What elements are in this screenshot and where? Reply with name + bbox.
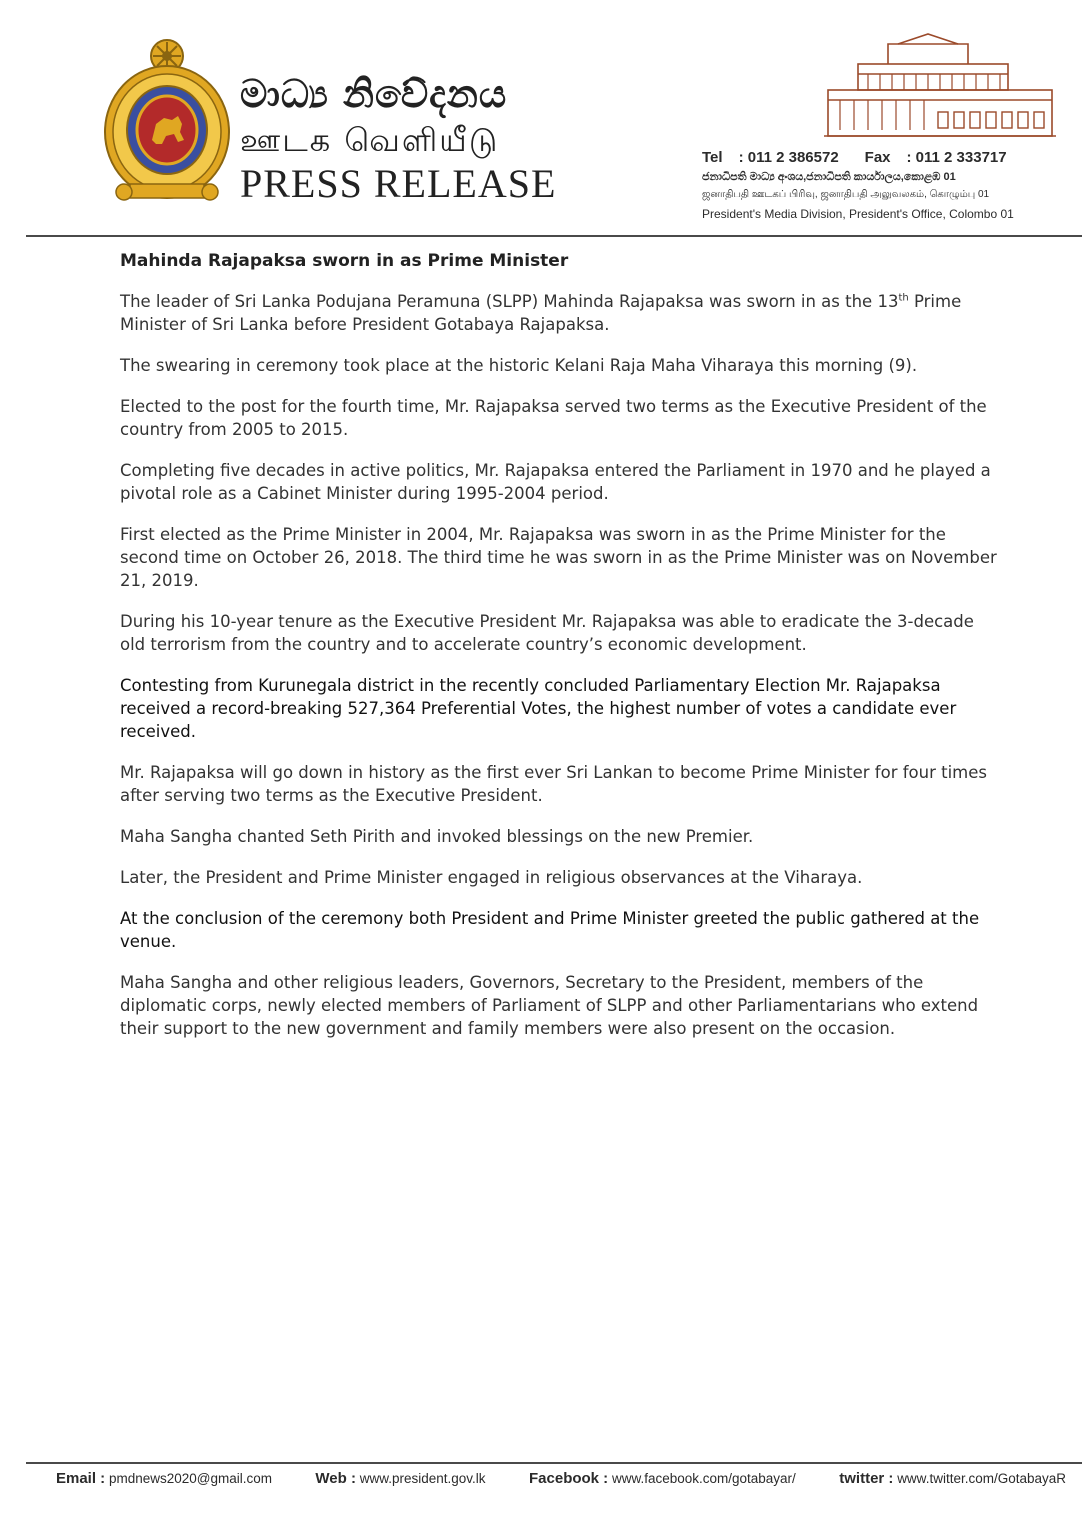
phone-fax-line bbox=[702, 148, 1062, 168]
title-sinhala: මාධ්‍ය නිවේදනය bbox=[240, 72, 508, 116]
letterhead bbox=[0, 0, 1086, 240]
tel-value: : 011 2 386572 bbox=[738, 149, 839, 166]
fax-value: : 011 2 333717 bbox=[906, 149, 1007, 166]
article-paragraph-7: Contesting from Kurunegala district in the recently concluded Parliamentary Election Mr. Rajapaksa received a record-breaking 527,364 Preferential Votes, the highest number of votes a candidate ever received. bbox=[120, 676, 957, 741]
footer bbox=[56, 1470, 1066, 1498]
footer-web: Web : www.president.gov.lk bbox=[315, 1470, 486, 1487]
header-divider bbox=[26, 235, 1082, 237]
building-icon bbox=[818, 30, 1062, 142]
division-sinhala: ජනාධිපති මාධ්‍ය අංශය,ජනාධිපති කාර්යාලය,කොළඹ 01 bbox=[702, 171, 956, 183]
tel-label: Tel bbox=[702, 149, 723, 166]
title-english: PRESS RELEASE bbox=[240, 161, 557, 206]
article-paragraph-12: Maha Sangha and other religious leaders, Governors, Secretary to the President, members of the diplomatic corps, newly elected members of Parliament of SLPP and other Parliamentarians who extend their support to the new government and family members were also present on the occasion. bbox=[120, 973, 979, 1038]
article-headline: Mahinda Rajapaksa sworn in as Prime Minister bbox=[120, 251, 569, 271]
article-paragraph-2: The swearing in ceremony took place at the historic Kelani Raja Maha Viharaya this morning (9). bbox=[120, 356, 918, 375]
fax-label: Fax bbox=[864, 149, 891, 166]
email-link[interactable]: pmdnews2020@gmail.com bbox=[108, 1471, 272, 1486]
article-paragraph-11: At the conclusion of the ceremony both President and Prime Minister greeted the public gathered at the venue. bbox=[120, 909, 980, 951]
article-paragraph-10: Later, the President and Prime Minister engaged in religious observances at the Viharaya. bbox=[120, 868, 863, 887]
facebook-link[interactable]: www.facebook.com/gotabayar/ bbox=[611, 1471, 796, 1486]
web-link[interactable]: www.president.gov.lk bbox=[359, 1471, 486, 1486]
footer-facebook: Facebook : www.facebook.com/gotabayar/ bbox=[529, 1470, 796, 1487]
article-paragraph-8: Mr. Rajapaksa will go down in history as the first ever Sri Lankan to become Prime Minister for four times after serving two terms as the Executive President. bbox=[120, 763, 988, 805]
article-paragraph-1: The leader of Sri Lanka Podujana Peramuna (SLPP) Mahinda Rajapaksa was sworn in as the 13th Prime Minister of Sri Lanka before President Gotabaya Rajapaksa. bbox=[120, 292, 962, 334]
article-paragraph-5: First elected as the Prime Minister in 2004, Mr. Rajapaksa was sworn in as the Prime Minister for the second time on October 26, 2018. The third time he was sworn in as the Prime Minister was on November 21, 2019. bbox=[120, 525, 997, 590]
article-body bbox=[120, 250, 1000, 1058]
division-english: President's Media Division, President's Office, Colombo 01 bbox=[702, 207, 1014, 221]
twitter-link[interactable]: www.twitter.com/GotabayaR bbox=[897, 1471, 1066, 1486]
state-emblem-icon bbox=[100, 36, 234, 208]
footer-twitter: twitter : www.twitter.com/GotabayaR bbox=[839, 1470, 1066, 1487]
division-tamil: ஜனாதிபதி ஊடகப் பிரிவு, ஜனாதிபதி அலுவலகம், கொழும்பு 01 bbox=[702, 189, 990, 200]
article-paragraph-6: During his 10-year tenure as the Executive President Mr. Rajapaksa was able to eradicate the 3-decade old terrorism from the country and to accelerate country’s economic development. bbox=[120, 612, 974, 654]
contact-block bbox=[702, 148, 1062, 224]
article-paragraph-3: Elected to the post for the fourth time, Mr. Rajapaksa served two terms as the Executive President of the country from 2005 to 2015. bbox=[120, 397, 987, 439]
letterhead-titles bbox=[240, 74, 556, 206]
footer-email: Email : pmdnews2020@gmail.com bbox=[56, 1470, 272, 1487]
article-paragraph-4: Completing five decades in active politics, Mr. Rajapaksa entered the Parliament in 1970 and he played a pivotal role as a Cabinet Minister during 1995-2004 period. bbox=[120, 461, 991, 503]
footer-divider bbox=[26, 1462, 1082, 1464]
title-tamil: ஊடக வெளியீடு bbox=[240, 121, 500, 159]
article-paragraph-9: Maha Sangha chanted Seth Pirith and invoked blessings on the new Premier. bbox=[120, 827, 754, 846]
